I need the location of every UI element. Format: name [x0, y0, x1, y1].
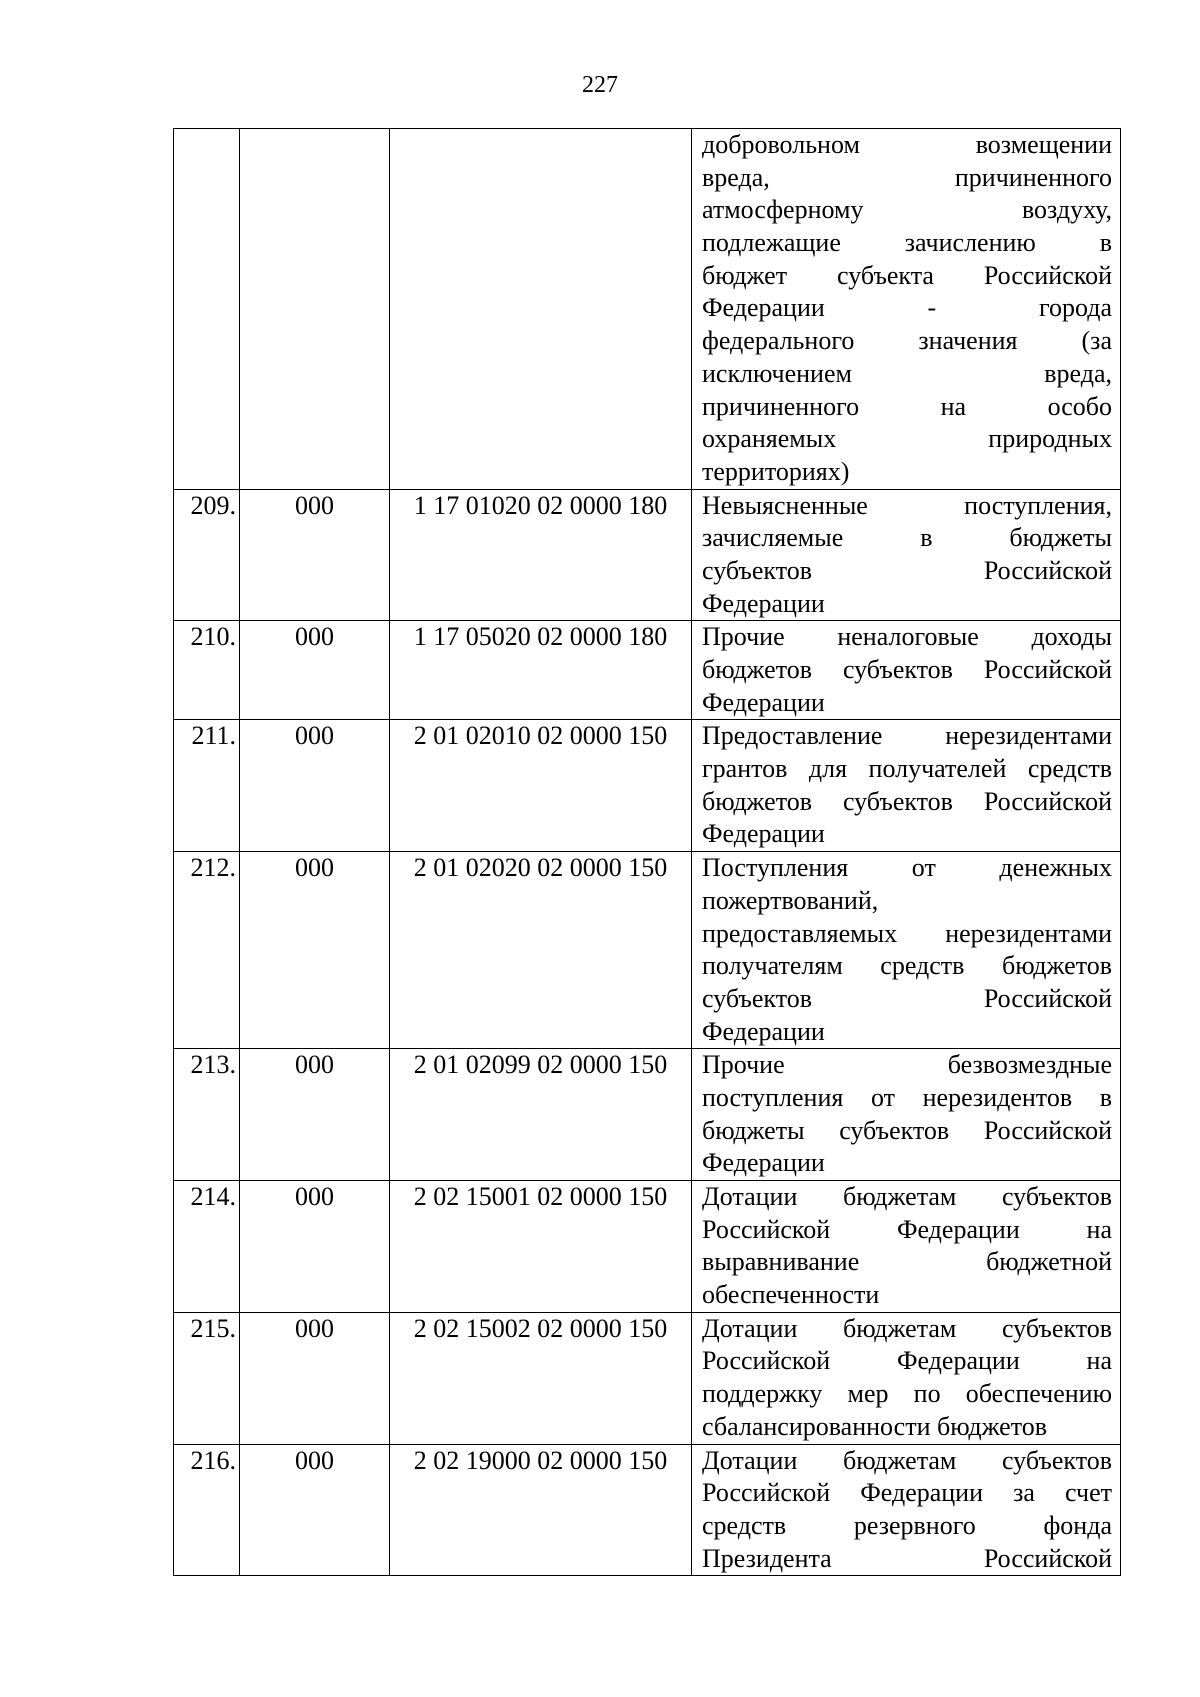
description-cell [692, 1312, 1121, 1444]
description-line: предоставляемых нерезидентами [702, 918, 1112, 948]
description-cell [692, 1444, 1121, 1576]
table-row [174, 621, 1121, 720]
description-line: Предоставление нерезидентами [702, 721, 1112, 751]
kbk-code-cell: 2 02 19000 02 0000 150 [390, 1444, 692, 1576]
admin-code-cell: 000 [240, 720, 390, 852]
description-cell [692, 129, 1121, 490]
kbk-code-cell: 2 02 15001 02 0000 150 [390, 1181, 692, 1313]
description-line: выравнивание бюджетной [702, 1247, 1112, 1277]
description-line: Прочие безвозмездные [702, 1050, 1112, 1080]
description-line: грантов для получателей средств [702, 754, 1112, 784]
budget-codes-table [173, 128, 1121, 1576]
description-line: Дотации бюджетам субъектов [702, 1313, 1112, 1343]
table-row [174, 1181, 1121, 1313]
kbk-code-cell [390, 129, 692, 490]
description-line: Дотации бюджетам субъектов [702, 1182, 1112, 1211]
kbk-code-cell: 2 02 15002 02 0000 150 [390, 1312, 692, 1444]
description-line: Российской Федерации на [702, 1214, 1112, 1244]
description-line: Федерации [702, 1148, 825, 1178]
description-cell [692, 1181, 1121, 1313]
description-cell [692, 852, 1121, 1049]
description-line: обеспеченности [702, 1280, 880, 1310]
admin-code-cell: 000 [240, 1049, 390, 1181]
description-line: добровольном возмещении [702, 130, 1112, 159]
description-line: бюджетов субъектов Российской [702, 655, 1112, 684]
description-cell [692, 720, 1121, 852]
description-line: Федерации [702, 1016, 825, 1046]
description-line: поддержку мер по обеспечению [702, 1379, 1112, 1409]
description-line: причиненного на особо [702, 391, 1112, 421]
table-row [174, 1312, 1121, 1444]
description-line: подлежащие зачислению в [702, 228, 1112, 258]
kbk-code-cell: 2 01 02099 02 0000 150 [390, 1049, 692, 1181]
row-number-cell: 216. [174, 1444, 240, 1576]
description-line: атмосферному воздуху, [702, 195, 1112, 225]
table-row-continued [174, 129, 1121, 490]
description-line: Президента Российской [702, 1543, 1112, 1573]
description-line: Поступления от денежных [702, 853, 1112, 883]
description-line: Прочие неналоговые доходы [702, 622, 1112, 652]
row-number-cell: 213. [174, 1049, 240, 1181]
description-line: Невыясненные поступления, [702, 490, 1112, 520]
description-line: Федерации [702, 588, 825, 618]
description-line: бюджетов субъектов Российской [702, 786, 1112, 816]
description-line: зачисляемые в бюджеты [702, 523, 1112, 553]
description-line: Дотации бюджетам субъектов [702, 1445, 1112, 1475]
kbk-code-cell: 2 01 02010 02 0000 150 [390, 720, 692, 852]
description-cell [692, 1049, 1121, 1181]
description-line: субъектов Российской [702, 555, 1112, 585]
description-line: бюджеты субъектов Российской [702, 1115, 1112, 1145]
description-line: Федерации [702, 819, 825, 849]
admin-code-cell: 000 [240, 1181, 390, 1313]
description-cell [692, 489, 1121, 621]
table-row [174, 720, 1121, 852]
table-row [174, 1049, 1121, 1181]
kbk-code-cell: 2 01 02020 02 0000 150 [390, 852, 692, 1049]
row-number-cell: 212. [174, 852, 240, 1049]
description-line: охраняемых природных [702, 424, 1112, 454]
table-row [174, 852, 1121, 1049]
admin-code-cell: 000 [240, 621, 390, 720]
admin-code-cell: 000 [240, 489, 390, 621]
description-line: бюджет субъекта Российской [702, 260, 1112, 290]
description-line: субъектов Российской [702, 983, 1112, 1013]
table-row [174, 489, 1121, 621]
description-line: получателям средств бюджетов [702, 951, 1112, 981]
description-line: Российской Федерации на [702, 1346, 1112, 1376]
row-number-cell [174, 129, 240, 490]
admin-code-cell: 000 [240, 852, 390, 1049]
table-body [174, 129, 1121, 1576]
row-number-cell: 214. [174, 1181, 240, 1313]
row-number-cell: 211. [174, 720, 240, 852]
row-number-cell: 215. [174, 1312, 240, 1444]
description-cell [692, 621, 1121, 720]
row-number-cell: 209. [174, 489, 240, 621]
description-line: территориях) [702, 456, 850, 486]
admin-code-cell: 000 [240, 1312, 390, 1444]
description-line: исключением вреда, [702, 358, 1112, 388]
description-line: Федерации [702, 687, 825, 717]
row-number-cell: 210. [174, 621, 240, 720]
admin-code-cell [240, 129, 390, 490]
kbk-code-cell: 1 17 05020 02 0000 180 [390, 621, 692, 720]
description-line: сбалансированности бюджетов [702, 1411, 1048, 1441]
admin-code-cell: 000 [240, 1444, 390, 1576]
description-line: поступления от нерезидентов в [702, 1082, 1112, 1112]
description-line: федерального значения (за [702, 326, 1112, 356]
description-line: средств резервного фонда [702, 1510, 1112, 1540]
table-row [174, 1444, 1121, 1576]
description-line: Российской Федерации за счет [702, 1478, 1112, 1508]
description-line: пожертвований, [702, 885, 879, 915]
kbk-code-cell: 1 17 01020 02 0000 180 [390, 489, 692, 621]
page-number: 227 [582, 72, 618, 98]
description-line: Федерации - города [702, 293, 1112, 323]
description-line: вреда, причиненного [702, 162, 1112, 192]
